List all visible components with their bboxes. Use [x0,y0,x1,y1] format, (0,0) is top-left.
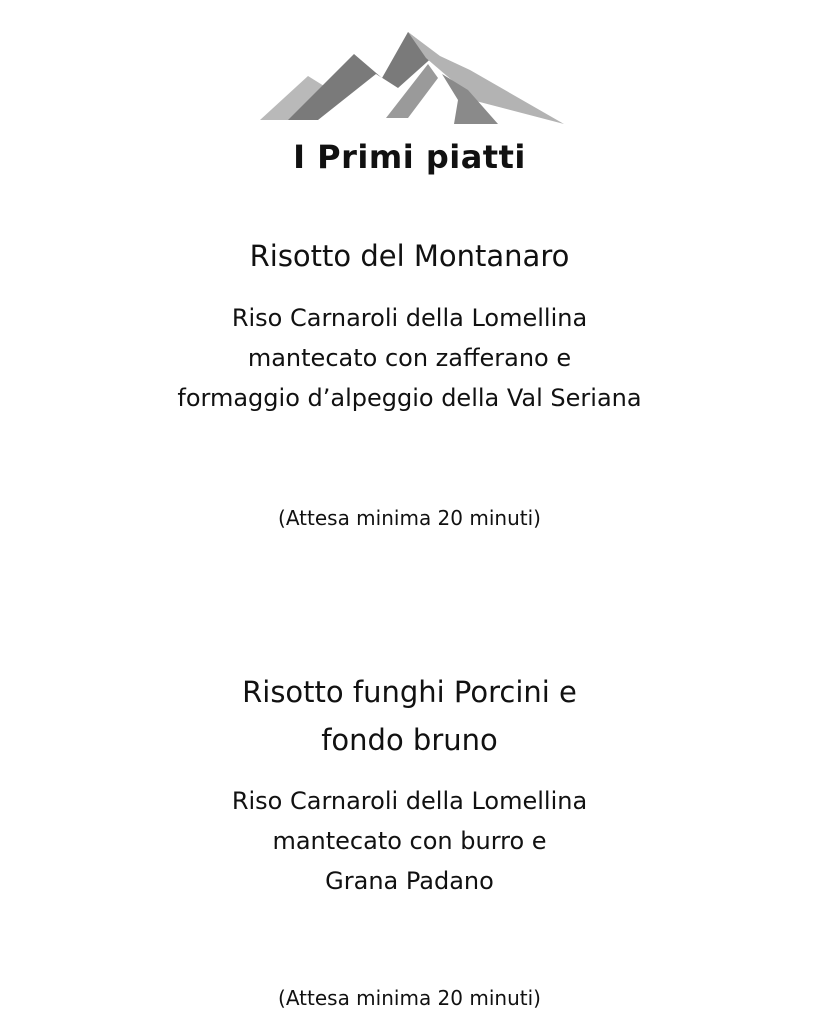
dish-description-line: Grana Padano [325,867,494,895]
dish-description-line: Riso Carnaroli della Lomellina [231,787,588,815]
waiting-time-note: (Attesa minima 20 minuti) [278,506,541,530]
dish-name [0,668,819,764]
dish-name-line: Risotto funghi Porcini e [242,675,577,709]
dish-description-line: formaggio d’alpeggio della Val Seriana [177,384,642,412]
dish-description-line: mantecato con zafferano e [247,344,572,372]
dish-description [0,298,819,418]
page-title: I Primi piatti [293,138,526,176]
dish-description-line: mantecato con burro e [272,827,547,855]
dish-description [0,781,819,901]
dish-name [0,232,819,280]
mountain-logo-icon [258,30,566,126]
dish-name-line: Risotto del Montanaro [249,239,570,273]
dish-description-line: Riso Carnaroli della Lomellina [231,304,588,332]
waiting-time-note: (Attesa minima 20 minuti) [278,986,541,1010]
dish-name-line: fondo bruno [321,723,498,757]
